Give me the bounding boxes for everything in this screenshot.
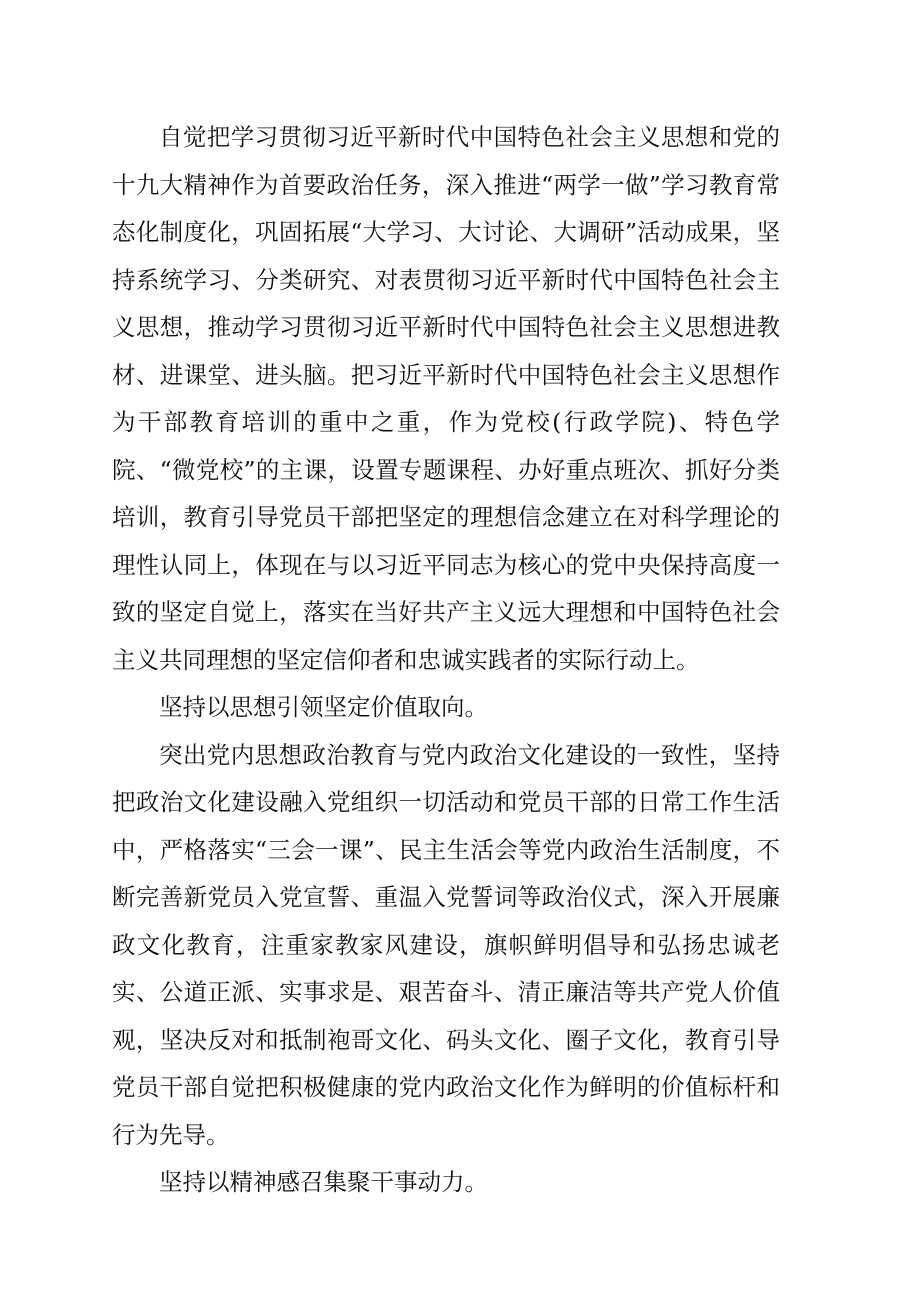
document-body bbox=[112, 114, 780, 1207]
paragraph-heading-spirit: 坚持以精神感召集聚干事动力。 bbox=[159, 1168, 488, 1196]
paragraph-heading-value: 坚持以思想引领坚定价值取向。 bbox=[159, 693, 488, 721]
paragraph-political-culture: 突出党内思想政治教育与党内政治文化建设的一致性，坚持把政治文化建设融入党组织一切活动和党员干部的日常工作生活中，严格落实“三会一课”、民主生活会等党内政治生活制度，不断完善新党员入党宣誓、重温入党誓词等政治仪式，深入开展廉政文化教育，注重家教家风建设，旗帜鲜明倡导和弘扬忠诚老实、公道正派、实事求是、艰苦奋斗、清正廉洁等共产党人价值观，坚决反对和抵制袍哥文化、码头文化、圈子文化，教育引导党员干部自觉把积极健康的党内政治文化作为鲜明的价值标杆和行为先导。 bbox=[112, 740, 780, 1149]
paragraph-study-thought: 自觉把学习贯彻习近平新时代中国特色社会主义思想和党的十九大精神作为首要政治任务，深入推进“两学一做”学习教育常态化制度化，巩固拓展“大学习、大讨论、大调研”活动成果，坚持系统学习、分类研究、对表贯彻习近平新时代中国特色社会主义思想，推动学习贯彻习近平新时代中国特色社会主义思想进教材、进课堂、进头脑。把习近平新时代中国特色社会主义思想作为干部教育培训的重中之重，作为党校(行政学院)、特色学院、“微党校”的主课，设置专题课程、办好重点班次、抓好分类培训，教育引导党员干部把坚定的理想信念建立在对科学理论的理性认同上，体现在与以习近平同志为核心的党中央保持高度一致的坚定自觉上，落实在当好共产主义远大理想和中国特色社会主义共同理想的坚定信仰者和忠诚实践者的实际行动上。 bbox=[112, 123, 780, 674]
